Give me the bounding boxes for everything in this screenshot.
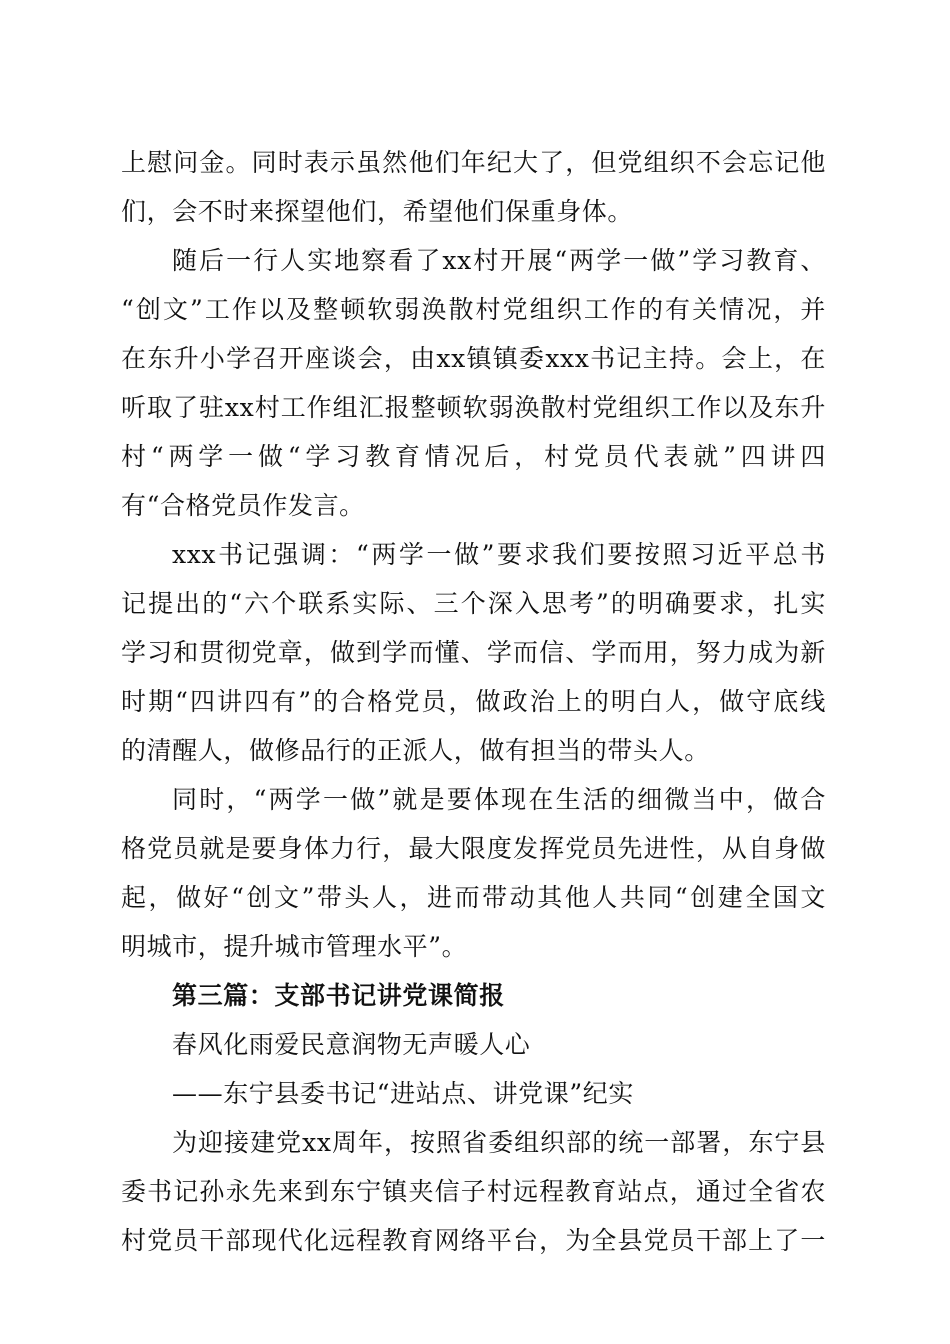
document-body [121,138,826,1265]
text-line: 们，会不时来探望他们，希望他们保重身体。 [121,197,634,226]
section-heading: 第三篇：支部书记讲党课简报 [172,981,505,1010]
text-line: 村“两学一做“学习教育情况后，村党员代表就”四讲四 [121,442,826,471]
text-line: 同时，“两学一做”就是要体现在生活的细微当中，做合 [172,785,826,814]
text-line: 在东升小学召开座谈会，由xx镇镇委xxx书记主持。会上，在 [121,344,826,373]
text-line: 时期“四讲四有”的合格党员，做政治上的明白人，做守底线 [121,687,826,716]
text-line: “创文”工作以及整顿软弱涣散村党组织工作的有关情况，并 [121,295,826,324]
text-line: 格党员就是要身体力行，最大限度发挥党员先进性，从自身做 [121,834,826,863]
text-line: xxx书记强调：“两学一做”要求我们要按照习近平总书 [172,540,826,569]
article-title: 春风化雨爱民意润物无声暖人心 [172,1030,531,1059]
text-line: 明城市，提升城市管理水平”。 [121,932,468,961]
text-line: 委书记孙永先来到东宁镇夹信子村远程教育站点，通过全省农 [121,1177,826,1206]
text-line: 记提出的“六个联系实际、三个深入思考”的明确要求，扎实 [121,589,826,618]
text-line: 村党员干部现代化远程教育网络平台，为全县党员干部上了一 [121,1226,826,1255]
text-line: 有“合格党员作发言。 [121,491,365,520]
text-line: 学习和贯彻党章，做到学而懂、学而信、学而用，努力成为新 [121,638,826,667]
text-line: 听取了驻xx村工作组汇报整顿软弱涣散村党组织工作以及东升 [121,393,826,422]
text-line: 上慰问金。同时表示虽然他们年纪大了，但党组织不会忘记他 [121,148,826,177]
text-line: 起，做好“创文”带头人，进而带动其他人共同“创建全国文 [121,883,826,912]
text-line: 为迎接建党xx周年，按照省委组织部的统一部署，东宁县 [172,1128,826,1157]
text-line: 的清醒人，做修品行的正派人，做有担当的带头人。 [121,736,710,765]
article-subtitle: ——东宁县委书记“进站点、讲党课”纪实 [172,1079,634,1108]
text-line: 随后一行人实地察看了xx村开展“两学一做”学习教育、 [172,246,826,275]
